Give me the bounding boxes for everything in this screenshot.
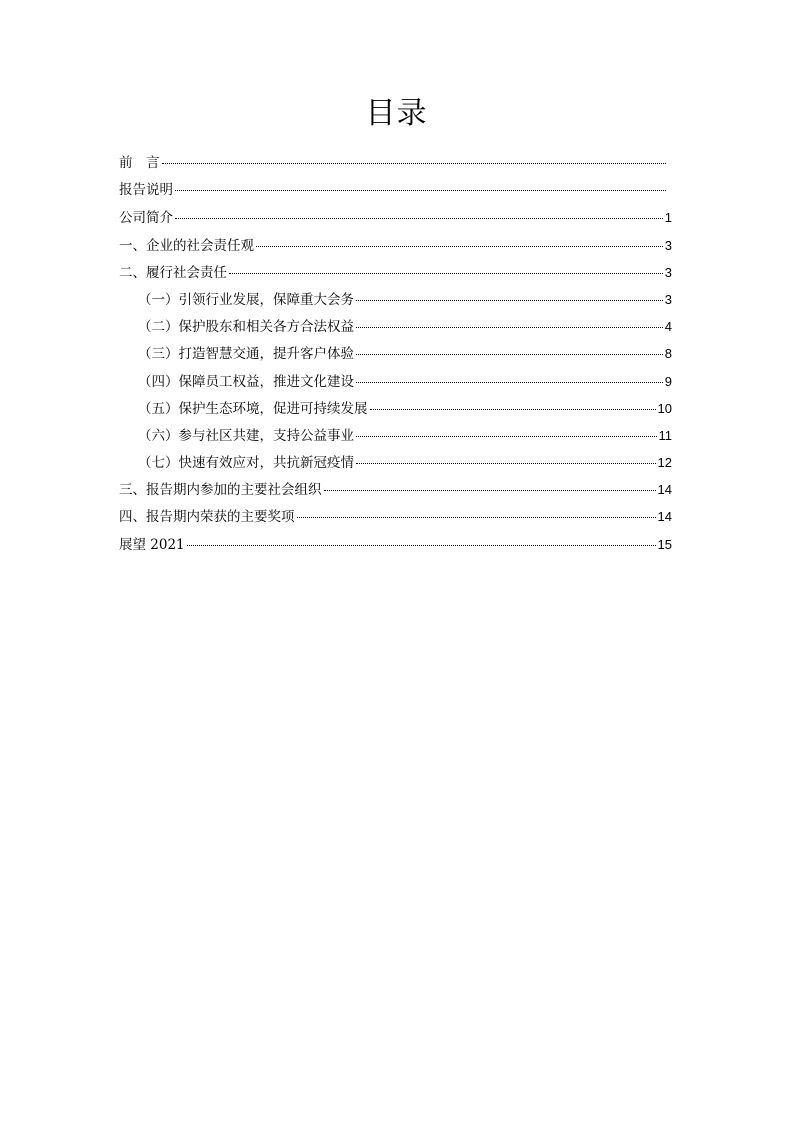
toc-entry-page: 12 xyxy=(657,455,672,471)
toc-entry-section-1[interactable] xyxy=(119,232,672,259)
toc-entry-section-2-4[interactable] xyxy=(119,368,672,395)
toc-entry-page: 3 xyxy=(664,291,672,307)
toc-entry-section-2-5[interactable] xyxy=(119,395,672,422)
toc-entry-page: 1 xyxy=(664,210,672,226)
toc-entry-page: 10 xyxy=(657,400,672,416)
toc-entry-label: 展望 2021 xyxy=(119,536,185,553)
toc-entry-section-3[interactable] xyxy=(119,476,672,503)
toc-dot-leader xyxy=(187,544,656,546)
toc-entry-label: 三、报告期内参加的主要社会组织 xyxy=(119,482,322,499)
toc-dot-leader xyxy=(370,408,656,410)
toc-dot-leader xyxy=(356,462,656,464)
table-of-contents xyxy=(119,150,672,558)
toc-entry-page: 3 xyxy=(664,264,672,280)
toc-entry-label: （二）保护股东和相关各方合法权益 xyxy=(138,319,354,336)
toc-entry-page: 11 xyxy=(658,427,672,443)
toc-entry-section-2-1[interactable] xyxy=(119,286,672,313)
toc-dot-leader xyxy=(356,353,663,355)
toc-dot-leader xyxy=(256,245,663,247)
toc-entry-label: 一、企业的社会责任观 xyxy=(119,237,254,254)
toc-entry-page: 9 xyxy=(664,373,672,389)
toc-entry-section-2-7[interactable] xyxy=(119,449,672,476)
toc-entry-label: （七）快速有效应对，共抗新冠疫情 xyxy=(138,455,354,472)
toc-entry-section-2-6[interactable] xyxy=(119,422,672,449)
toc-entry-label: 报告说明 xyxy=(119,182,173,199)
toc-entry-label: 二、履行社会责任 xyxy=(119,264,227,281)
toc-dot-leader xyxy=(356,381,663,383)
toc-entry-page: 4 xyxy=(664,319,672,335)
toc-entry-page: 3 xyxy=(664,237,672,253)
toc-entry-page: 15 xyxy=(657,536,672,552)
toc-entry-label: （四）保障员工权益，推进文化建设 xyxy=(138,373,354,390)
toc-dot-leader xyxy=(324,489,656,491)
toc-entry-label: 前 言 xyxy=(119,155,160,171)
toc-entry-label: （六）参与社区共建，支持公益事业 xyxy=(138,427,354,444)
toc-entry-section-2[interactable] xyxy=(119,259,672,286)
toc-dot-leader xyxy=(175,189,666,191)
toc-entry-report-notes[interactable] xyxy=(119,177,672,204)
toc-entry-company-profile[interactable] xyxy=(119,204,672,231)
toc-dot-leader xyxy=(175,217,663,219)
toc-entry-outlook[interactable] xyxy=(119,531,672,558)
toc-entry-section-2-2[interactable] xyxy=(119,313,672,340)
toc-entry-page: 8 xyxy=(664,346,672,362)
toc-entry-label: 四、报告期内荣获的主要奖项 xyxy=(119,509,295,526)
toc-entry-page: 14 xyxy=(657,482,672,498)
toc-entry-page: 14 xyxy=(657,509,672,525)
toc-entry-section-2-3[interactable] xyxy=(119,340,672,367)
toc-entry-label: （三）打造智慧交通，提升客户体验 xyxy=(138,346,354,363)
toc-entry-foreword[interactable] xyxy=(119,150,672,177)
toc-dot-leader xyxy=(297,516,656,518)
page-title: 目录 xyxy=(365,96,428,131)
toc-entry-label: （一）引领行业发展，保障重大会务 xyxy=(138,291,354,308)
toc-dot-leader xyxy=(356,435,657,437)
toc-dot-leader xyxy=(356,299,663,301)
toc-entry-section-4[interactable] xyxy=(119,503,672,530)
toc-dot-leader xyxy=(162,162,667,164)
toc-dot-leader xyxy=(356,326,663,328)
toc-entry-label: （五）保护生态环境，促进可持续发展 xyxy=(138,400,368,417)
toc-dot-leader xyxy=(229,272,663,274)
toc-entry-label: 公司简介 xyxy=(119,210,173,227)
